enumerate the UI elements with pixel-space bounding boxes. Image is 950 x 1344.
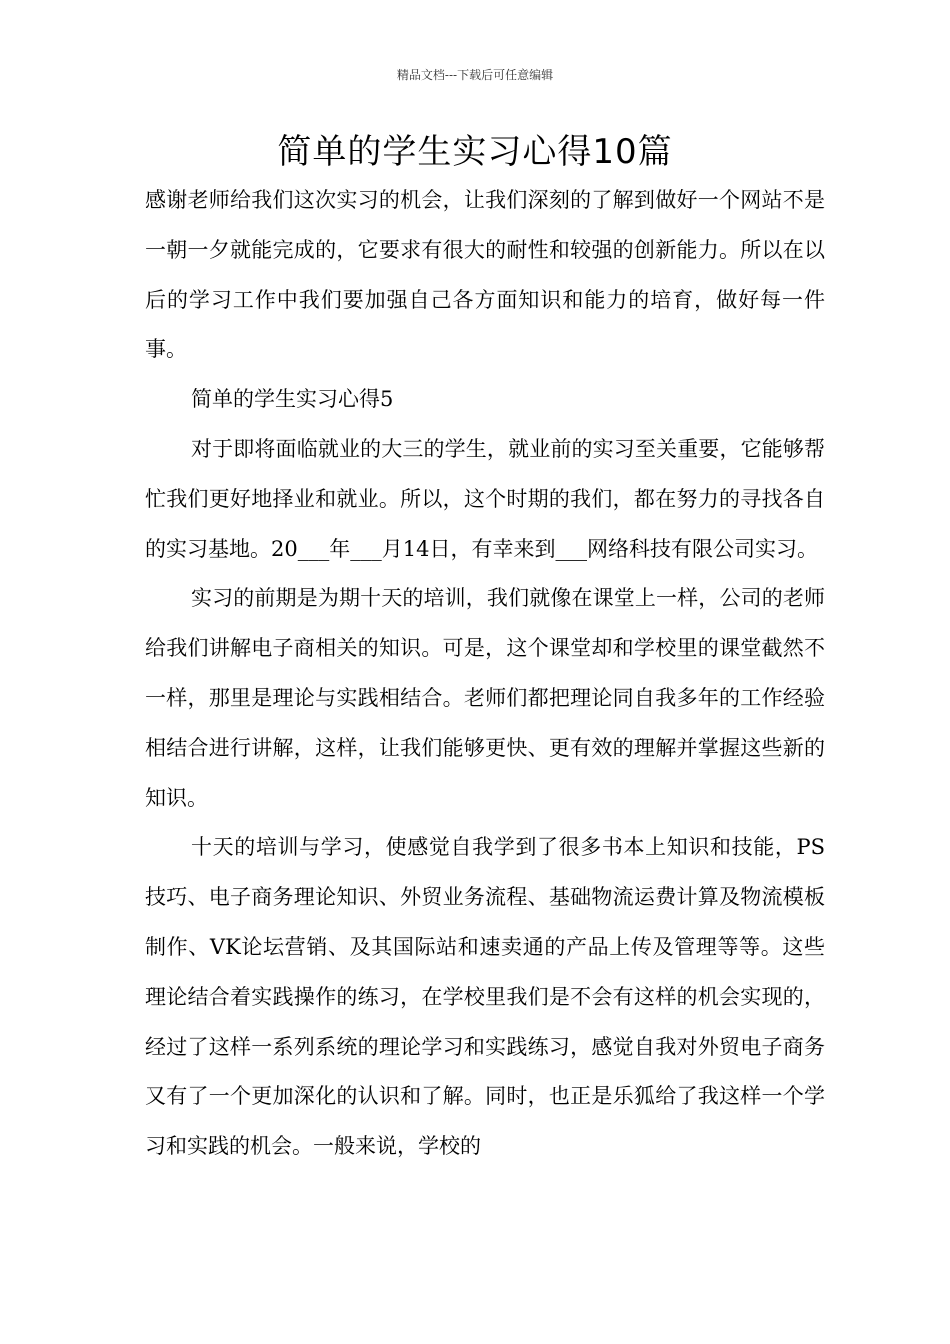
paragraph: 实习的前期是为期十天的培训，我们就像在课堂上一样，公司的老师给我们讲解电子商相关的知识。可是，这个课堂却和学校里的课堂截然不一样，那里是理论与实践相结合。老师们都把理论同自我多年的工作经验相结合进行讲解，这样，让我们能够更快、更有效的理解并掌握这些新的知识。	[145, 586, 825, 810]
paragraph: 对于即将面临就业的大三的学生，就业前的实习至关重要，它能够帮忙我们更好地择业和就业。所以，这个时期的我们，都在努力的寻找各自的实习基地。20___年___月14日，有幸来到___网络科技有限公司实习。	[145, 436, 825, 561]
page-header-note: 精品文档---下载后可任意编辑	[396, 68, 554, 82]
section-heading: 简单的学生实习心得5	[191, 387, 394, 412]
document-title: 简单的学生实习心得10篇	[277, 132, 673, 172]
paragraph: 十天的培训与学习，使感觉自我学到了很多书本上知识和技能，PS技巧、电子商务理论知识、外贸业务流程、基础物流运费计算及物流模板制作、VK论坛营销、及其国际站和速卖通的产品上传及管理等等。这些理论结合着实践操作的练习，在学校里我们是不会有这样的机会实现的，经过了这样一系列系统的理论学习和实践练习，感觉自我对外贸电子商务又有了一个更加深化的认识和了解。同时，也正是乐狐给了我这样一个学习和实践的机会。一般来说，学校的	[145, 835, 825, 1159]
document-body	[145, 176, 825, 1172]
paragraph-intro-continued: 感谢老师给我们这次实习的机会，让我们深刻的了解到做好一个网站不是一朝一夕就能完成的，它要求有很大的耐性和较强的创新能力。所以在以后的学习工作中我们要加强自己各方面知识和能力的培育，做好每一件事。	[145, 188, 825, 362]
